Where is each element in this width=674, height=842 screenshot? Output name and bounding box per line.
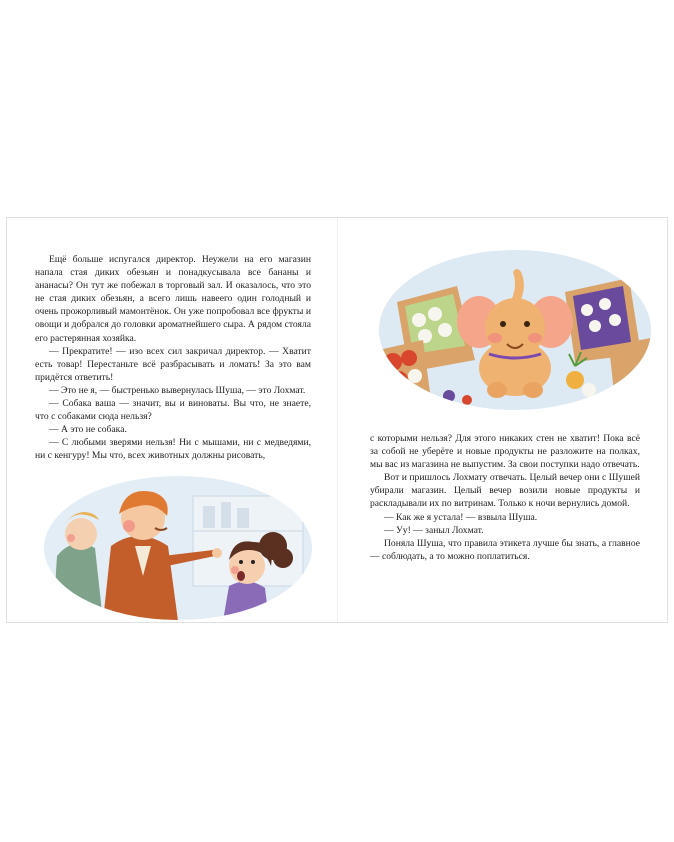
illustration-director-scolding [43,476,313,621]
paragraph: — Прекратите! — изо всех сил закричал директор. — Хватит есть товар! Перестаньте всё разбрасывать и ломать! За это вам придётся ответить! [35,345,311,383]
paragraph: с которыми нельзя? Для этого никаких стен не хватит! Пока всё за собой не уберёте и новые продукты не разложите на полках, мы вас из магазина не выпустим. За свои поступки надо отвечать. [370,433,640,471]
paragraph: — Собака ваша — значит, вы и виноваты. Вы что, не знаете, что с собаками сюда нельзя? [35,398,311,423]
page-gutter [337,218,338,622]
illustration-mammoth-crates [379,250,651,410]
left-page-text [35,253,311,463]
paragraph: Ещё больше испугался директор. Неужели на его магазин напала стая диких обезьян и понадкусывала все бананы и ананасы? Он тут же побежал в торговый зал. И оказалось, что это не стая диких обезьян, а всего лишь навеего один голодный и очень прожорливый мамонтёнок. Он уже попробовал все фрукты и овощи и добрался до головки ароматнейшего сыра. А рядом стояла его растерянная хозяйка. [35,254,311,344]
paragraph: Поняла Шуша, что правила этикета лучше бы знать, а главное — соблюдать, а то можно поплатиться. [370,537,640,562]
paragraph: Вот и пришлось Лохмату отвечать. Целый вечер они с Шушей убирали магазин. Целый вечер возили новые продукты и раскладывали их по витринам. Только к ночи вернулись домой. [370,472,640,510]
paragraph: — А это не собака. [49,424,127,436]
right-page-text [370,432,640,563]
paragraph: — Как же я устала! — взвыла Шуша. [384,511,538,523]
book-spread [6,217,668,623]
paragraph: — С любыми зверями нельзя! Ни с мышами, ни с медведями, ни с кенгуру! Мы что, всех животных должны рисовать, [35,437,311,462]
paragraph: — Уу! — заныл Лохмат. [384,524,484,536]
paragraph: — Это не я, — быстренько вывернулась Шуша, — это Лохмат. [49,384,306,396]
